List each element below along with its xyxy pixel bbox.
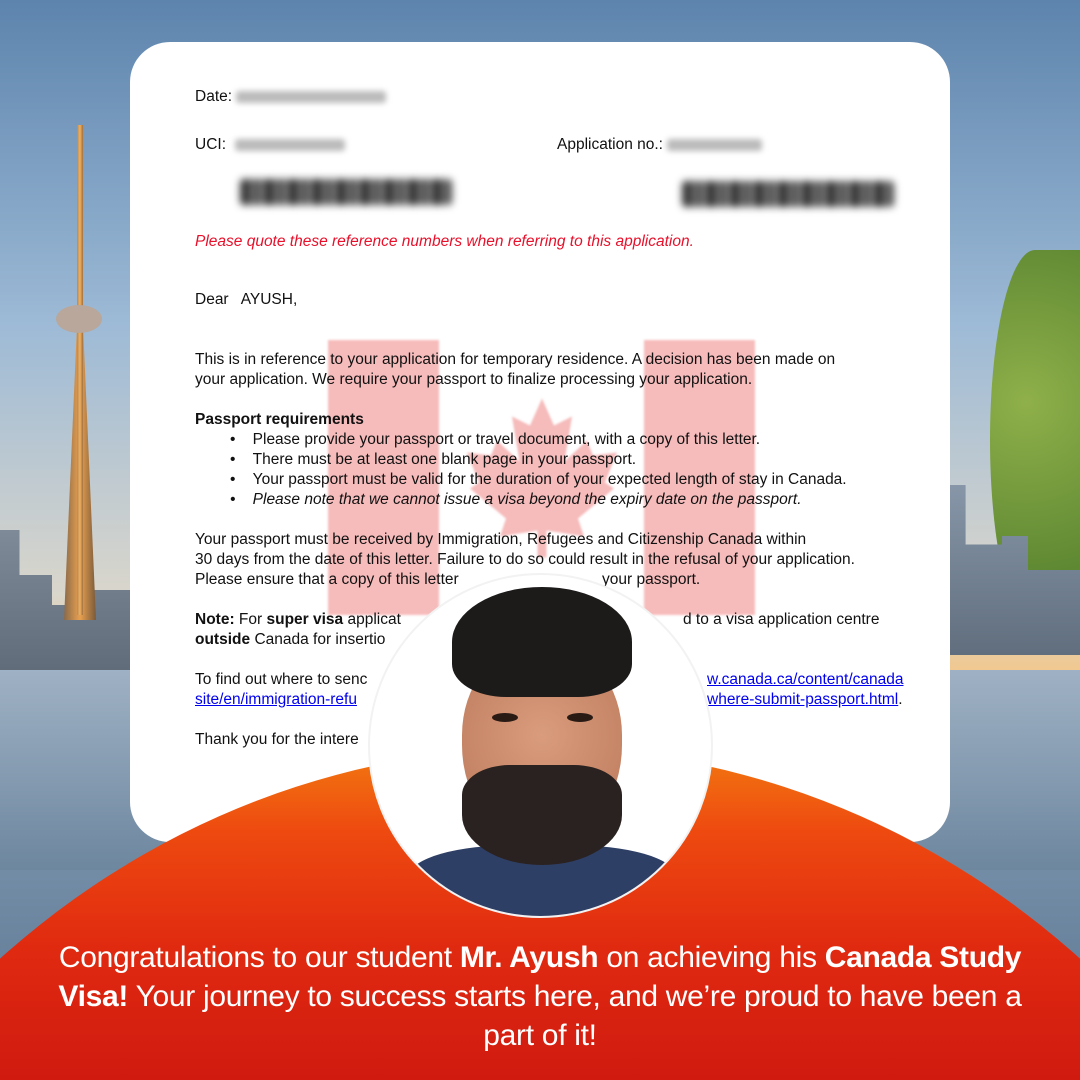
passport-link[interactable]: w.canada.ca/content/canada xyxy=(707,671,904,688)
find-out-line: To find out where to senc xyxy=(195,671,368,688)
paragraph-1: your application. We require your passport to finalize processing your application. xyxy=(195,371,753,388)
paragraph-2: 30 days from the date of this letter. Failure to do so could result in the refusal of your application. xyxy=(195,551,855,568)
passport-link[interactable]: site/en/immigration-refu xyxy=(195,691,357,708)
cn-tower-spire xyxy=(77,125,83,615)
note-line: outside Canada for insertio xyxy=(195,631,386,648)
congratulations-caption: Congratulations to our student Mr. Ayush on achieving his Canada Study Visa! Your journey to success starts here, and we’re proud to have been a part of it! xyxy=(58,941,1022,1052)
application-barcode xyxy=(682,181,894,207)
passport-requirements-heading: Passport requirements xyxy=(195,411,364,428)
cn-tower-pod xyxy=(56,305,102,333)
student-photo xyxy=(368,573,713,918)
passport-link[interactable]: where-submit-passport.html xyxy=(707,691,899,708)
thank-you-line: Thank you for the intere xyxy=(195,731,359,748)
paragraph-2: Your passport must be received by Immigration, Refugees and Citizenship Canada within xyxy=(195,531,807,548)
paragraph-2: Please ensure that a copy of this letter xyxy=(195,571,459,588)
bullet: • Please note that we cannot issue a visa beyond the expiry date on the passport. xyxy=(230,491,802,508)
note-line: d to a visa application centre xyxy=(683,611,880,628)
note-line: Note: For super visa applicat xyxy=(195,611,401,628)
bullet: • Please provide your passport or travel document, with a copy of this letter. xyxy=(230,431,761,448)
greeting: Dear AYUSH, xyxy=(195,291,298,308)
uci-row: UCI: xyxy=(195,135,345,155)
bullet: • Your passport must be valid for the duration of your expected length of stay in Canada. xyxy=(230,471,847,488)
visa-letter: Date: UCI: Application no.: Please quote these reference numbers when referring to this application. Dear AYUSH, This is in reference to your application for temporary residence. A decision has been made on your application. We require your passport to finalize processing your application. Passport requirements • Please provide your passport or travel document, with a copy of this letter. • There must be at least one blank page in your passport. • Your passport must be valid for the duration of your expected length of stay in Canada. • Please note that we cannot issue a visa beyond the expiry date on the passport. Your passport must be received by Immigration, Refugees and Citizenship Canada within 30 days from the date of this letter. Failure to do so could result in the refusal of your application. Please ensure that a copy of this letter your passport. Note: For super visa applicat d to a visa application centre outside Canada for insertio To find out where to senc w.canada.ca/content/canada site/en/immigration-refu where-submit-passport.html. Thank you for the intere xyxy=(130,42,950,842)
paragraph-1: This is in reference to your application for temporary residence. A decision has been made on xyxy=(195,351,836,368)
paragraph-2: your passport. xyxy=(602,571,701,588)
reference-note: Please quote these reference numbers when referring to this application. xyxy=(195,233,694,250)
date-row: Date: xyxy=(195,87,386,107)
bullet: • There must be at least one blank page in your passport. xyxy=(230,451,637,468)
application-no-row: Application no.: xyxy=(557,135,762,155)
uci-barcode xyxy=(240,179,452,205)
